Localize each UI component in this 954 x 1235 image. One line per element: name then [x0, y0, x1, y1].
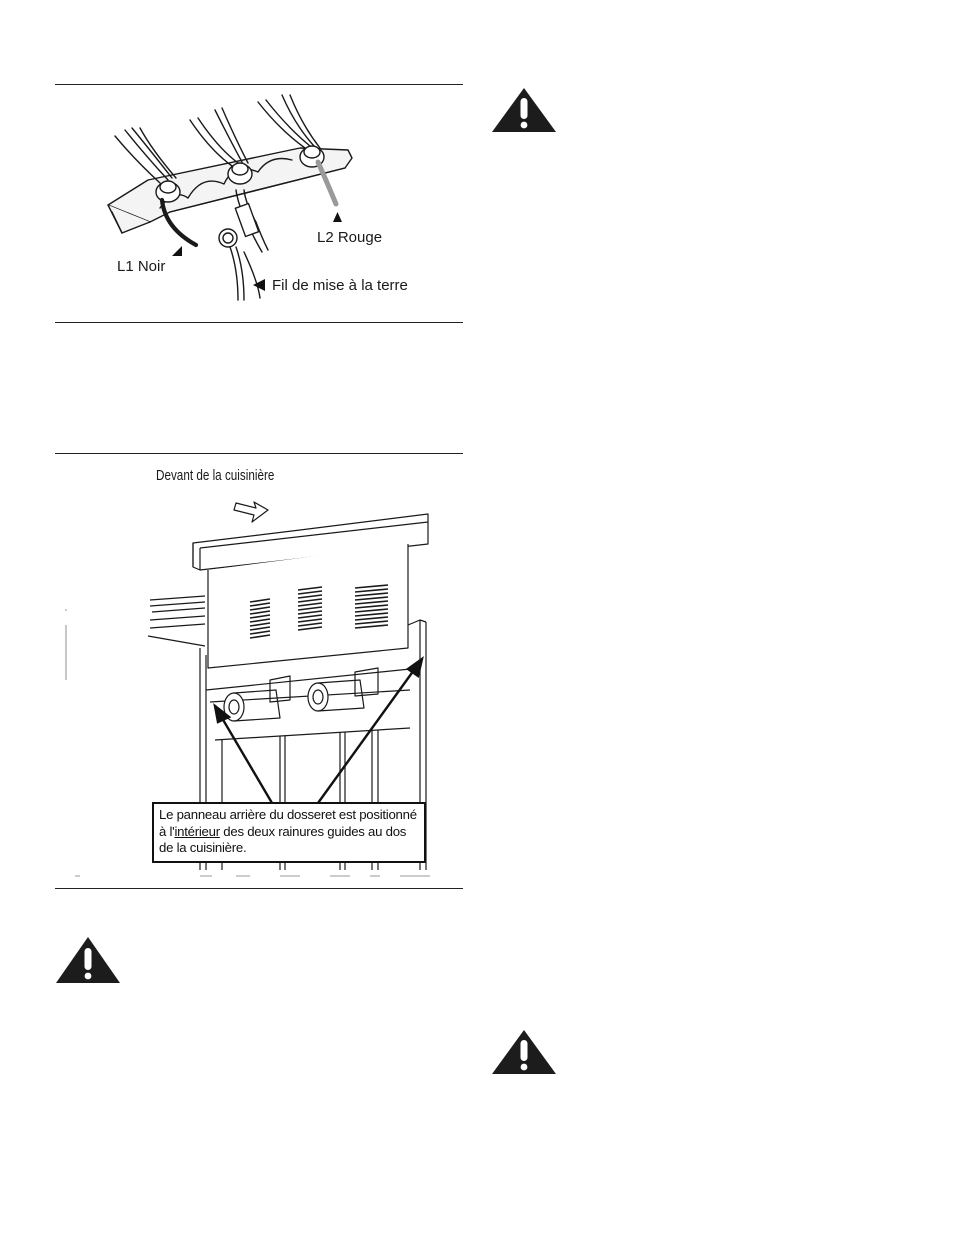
callout-text-part1: Le panneau arrière du dosseret est positionné à l' — [159, 807, 417, 839]
backguard-callout-box — [152, 802, 426, 863]
label-l1-noir: L1 Noir — [117, 258, 166, 275]
warning-triangle-icon — [492, 1030, 556, 1074]
label-front-of-range: Devant de la cuisinière — [156, 467, 275, 484]
callout-text-part2: des deux rainures guides au dos de la cuisinière. — [159, 823, 407, 855]
label-l2-rouge: L2 Rouge — [317, 229, 383, 246]
label-ground-wire: Fil de mise à la terre — [272, 277, 408, 294]
warning-triangle-icon — [492, 88, 556, 132]
warning-triangle-icon — [56, 937, 120, 983]
callout-text-underlined: intérieur — [174, 823, 220, 839]
